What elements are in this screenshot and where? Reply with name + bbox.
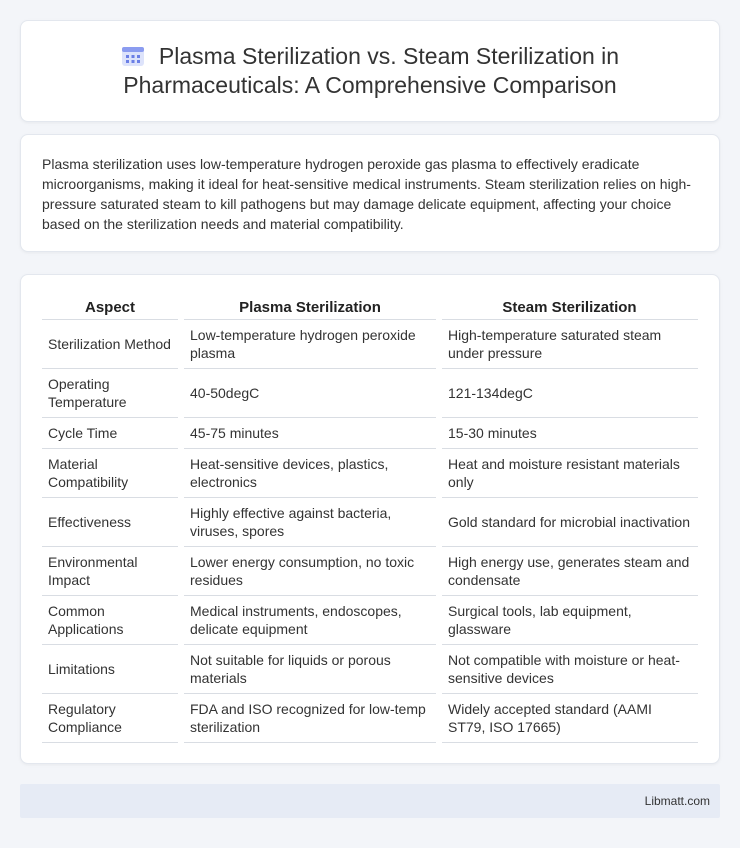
cell-aspect: Common Applications [42, 595, 181, 644]
cell-aspect: Sterilization Method [42, 319, 181, 368]
header-steam: Steam Sterilization [439, 297, 698, 319]
cell-aspect: Cycle Time [42, 417, 181, 448]
footer-brand: Libmatt.com [644, 794, 710, 808]
intro-card [20, 134, 720, 252]
cell-steam: Surgical tools, lab equipment, glassware [439, 595, 698, 644]
cell-steam: 15-30 minutes [439, 417, 698, 448]
header-aspect: Aspect [42, 297, 181, 319]
table-row [42, 497, 698, 546]
cell-aspect: Environmental Impact [42, 546, 181, 595]
cell-steam: 121-134degC [439, 368, 698, 417]
comparison-table [42, 297, 698, 743]
cell-steam: Gold standard for microbial inactivation [439, 497, 698, 546]
title-card [20, 20, 720, 122]
title-line-1: Plasma Sterilization vs. Steam Sterilization in [158, 43, 620, 69]
table-row [42, 693, 698, 742]
intro-paragraph: Plasma sterilization uses low-temperature hydrogen peroxide gas plasma to effectively eradicate microorganisms, making it ideal for heat-sensitive medical instruments. Steam sterilization relies on high-pressure saturated steam to kill pathogens but may damage delicate equipment, affecting your choice based on the sterilization needs and material compatibility. [42, 156, 691, 232]
comparison-card [20, 274, 720, 764]
cell-aspect: Material Compatibility [42, 448, 181, 497]
cell-aspect: Operating Temperature [42, 368, 181, 417]
cell-plasma: Highly effective against bacteria, viruses, spores [181, 497, 439, 546]
table-row [42, 319, 698, 368]
table-row [42, 417, 698, 448]
title-line-2: Pharmaceuticals: A Comprehensive Comparison [123, 72, 617, 98]
cell-plasma: Medical instruments, endoscopes, delicate equipment [181, 595, 439, 644]
table-header-row [42, 297, 698, 319]
cell-steam: Widely accepted standard (AAMI ST79, ISO 17665) [439, 693, 698, 742]
cell-steam: Not compatible with moisture or heat-sensitive devices [439, 644, 698, 693]
cell-steam: High energy use, generates steam and condensate [439, 546, 698, 595]
footer [20, 784, 720, 818]
table-row [42, 644, 698, 693]
cell-steam: High-temperature saturated steam under pressure [439, 319, 698, 368]
cell-aspect: Effectiveness [42, 497, 181, 546]
table-row [42, 448, 698, 497]
page-title [121, 42, 619, 100]
cell-plasma: Not suitable for liquids or porous materials [181, 644, 439, 693]
cell-plasma: Lower energy consumption, no toxic residues [181, 546, 439, 595]
cell-aspect: Limitations [42, 644, 181, 693]
cell-plasma: Low-temperature hydrogen peroxide plasma [181, 319, 439, 368]
cell-steam: Heat and moisture resistant materials only [439, 448, 698, 497]
cell-plasma: 45-75 minutes [181, 417, 439, 448]
cell-plasma: Heat-sensitive devices, plastics, electronics [181, 448, 439, 497]
table-row [42, 368, 698, 417]
calendar-icon [121, 45, 145, 67]
cell-plasma: 40-50degC [181, 368, 439, 417]
table-row [42, 595, 698, 644]
cell-aspect: Regulatory Compliance [42, 693, 181, 742]
cell-plasma: FDA and ISO recognized for low-temp sterilization [181, 693, 439, 742]
table-row [42, 546, 698, 595]
header-plasma: Plasma Sterilization [181, 297, 439, 319]
